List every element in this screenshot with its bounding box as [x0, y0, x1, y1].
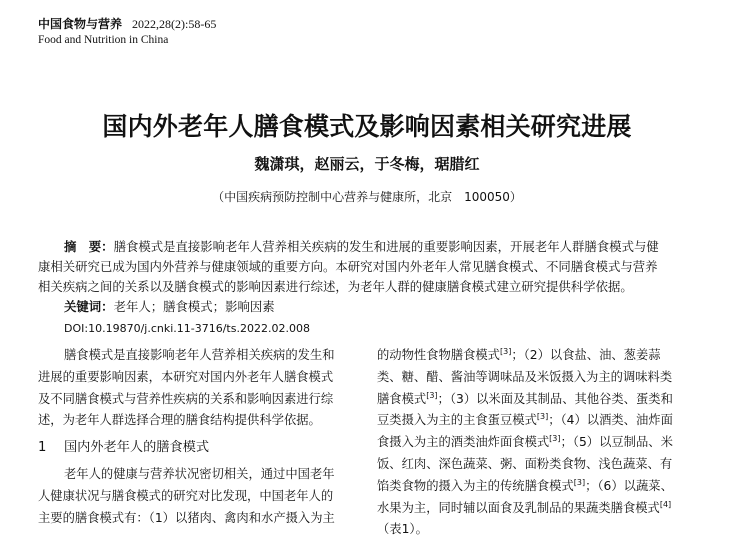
right-line-8 — [377, 498, 707, 520]
left-column — [38, 345, 358, 529]
intro-line-2: 进展的重要影响因素，本研究对国内外老年人膳食模式 — [38, 369, 334, 384]
intro-line-3: 及不同膳食模式与营养性疾病的关系和影响因素进行综 — [38, 391, 334, 406]
right-line-4-tail: ；（4）以酒类、油炸面 — [548, 413, 673, 428]
right-line-1 — [377, 345, 707, 367]
keywords-label: 关键词： — [64, 299, 114, 314]
keywords-line — [38, 297, 698, 317]
right-line-3-tail: ；（3）以米面及其制品、其他谷类、蛋类和 — [437, 391, 673, 406]
abstract-text-1: 膳食模式是直接影响老年人营养相关疾病的发生和进展的重要影响因素，开展老年人群膳食模式与健 — [113, 239, 659, 254]
section-line-3: 主要的膳食模式有：（1）以猪肉、禽肉和水产摄入为主 — [38, 510, 335, 525]
journal-name-cn: 中国食物与营养 — [38, 17, 123, 31]
right-line-7-text: 馅类食物的摄入为主的传统膳食模式 — [377, 478, 574, 493]
right-line-5-tail: ；（5）以豆制品、米 — [560, 435, 673, 450]
right-line-9: （表1）。 — [377, 522, 428, 537]
journal-header — [38, 18, 368, 47]
right-line-4 — [377, 410, 707, 432]
abstract-line-1 — [38, 237, 698, 257]
abstract-label: 摘 要： — [64, 239, 114, 254]
abstract-line-2: 康相关研究已成为国内外营养与健康领域的重要方向。本研究对国内外老年人常见膳食模式、不同膳食模式与营养 — [38, 259, 658, 274]
right-line-5 — [377, 432, 707, 454]
right-column — [377, 345, 707, 541]
right-line-6: 饭、红肉、深色蔬菜、粥、面粉类食物、浅色蔬菜、有 — [377, 456, 673, 471]
journal-citation-line — [38, 18, 368, 30]
right-line-4-text: 豆类摄入为主的主食蛋豆模式 — [377, 413, 537, 428]
citation-ref: [3] — [536, 412, 549, 422]
intro-line-1: 膳食模式是直接影响老年人营养相关疾病的发生和 — [64, 348, 335, 362]
citation-ref: [3] — [499, 346, 512, 356]
right-line-1-tail: ；（2）以食盐、油、葱姜蒜 — [511, 348, 661, 362]
citation-ref: [3] — [426, 390, 438, 400]
intro-line-4: 述，为老年人群选择合理的膳食结构提供科学依据。 — [38, 413, 321, 428]
keywords-text: 老年人；膳食模式；影响因素 — [113, 299, 275, 314]
section-number: 1 — [38, 440, 47, 456]
citation-ref: [3] — [573, 477, 586, 487]
right-line-2: 类、糖、醋、酱油等调味品及米饭摄入为主的调味料类 — [377, 369, 673, 384]
right-line-5-text: 食摄入为主的酒类油炸面食模式 — [377, 435, 550, 450]
article-title: 国内外老年人膳食模式及影响因素相关研究进展 — [102, 112, 632, 141]
journal-name-en: Food and Nutrition in China — [38, 34, 169, 46]
right-line-8-text: 水果为主，同时辅以面食及乳制品的果蔬类膳食模式 — [377, 500, 660, 515]
journal-volume: 2022,28(2):58-65 — [132, 17, 217, 31]
abstract-line-3: 相关疾病之间的关系以及膳食模式的影响因素进行综述，为老年人群的健康膳食模式建立研究提供科学依据。 — [38, 279, 633, 294]
abstract-block — [38, 237, 698, 339]
right-line-7 — [377, 476, 707, 498]
right-line-1-text: 的动物性食物膳食模式 — [377, 348, 500, 362]
right-line-3-text: 膳食模式 — [377, 391, 427, 406]
right-line-3 — [377, 389, 707, 411]
article-authors: 魏潇琪，赵丽云，于冬梅，琚腊红 — [254, 155, 480, 173]
article-affiliation: （中国疾病预防控制中心营养与健康所，北京 100050） — [212, 190, 522, 204]
section-heading-1 — [38, 437, 358, 459]
citation-ref: [4] — [659, 499, 672, 509]
section-title: 国内外老年人的膳食模式 — [64, 440, 210, 456]
section-line-2: 人健康状况与膳食模式的研究对比发现，中国老年人的 — [38, 488, 334, 503]
doi-text: DOI:10.19870/j.cnki.11-3716/ts.2022.02.008 — [64, 322, 310, 335]
citation-ref: [3] — [549, 434, 561, 444]
right-line-7-tail: ；（6）以蔬菜、 — [585, 478, 673, 493]
section-line-1: 老年人的健康与营养状况密切相关，通过中国老年 — [64, 466, 335, 481]
